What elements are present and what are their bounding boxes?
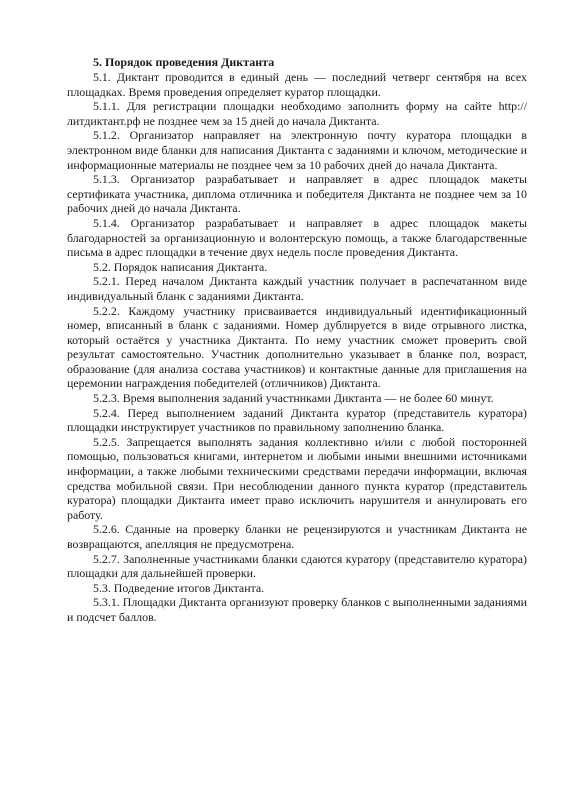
section-heading: 5. Порядок проведения Диктанта xyxy=(93,55,275,69)
paragraph-5-2-7: 5.2.7. Заполненные участниками бланки сдаются куратору (представителю куратора) площадки для дальнейшей проверки. xyxy=(67,551,527,581)
paragraph-5-3-1: 5.3.1. Площадки Диктанта организуют проверку бланков с выполненными заданиями и подсчет баллов. xyxy=(67,595,527,624)
paragraph-5-3: 5.3. Подведение итогов Диктанта. xyxy=(93,580,265,595)
paragraph-5-2: 5.2. Порядок написания Диктанта. xyxy=(93,259,268,274)
paragraph-5-2-6: 5.2.6. Сданные на проверку бланки не рецензируются и участникам Диктанта не возвращаются, апелляция не предусмотрена. xyxy=(67,522,527,551)
paragraph-5-1-1: 5.1.1. Для регистрации площадки необходимо заполнить форму на сайте http://литдиктант.рф не позднее чем за 15 дней до начала Диктанта. xyxy=(67,99,527,128)
paragraph-5-2-5: 5.2.5. Запрещается выполнять задания коллективно и/или с любой посторонней помощью, пользоваться книгами, интернетом и любыми иными внешними источниками информации, а также любыми техническими средствами передачи информации, включая средства мобильной связи. При несоблюдении данного пункта куратор (представитель куратора) площадки Диктанта имеет право исключить нарушителя и аннулировать его работу. xyxy=(67,434,527,522)
paragraph-5-2-2: 5.2.2. Каждому участнику присваивается индивидуальный идентификационный номер, вписанный в бланк с заданиями. Номер дублируется в виде отрывного листка, который остаётся у участника Диктанта. По нему участник сможет проверить свой результат самостоятельно. Участник дополнительно указывает в бланке пол, возраст, образование (для анализа состава участников) и контактные данные для приглашения на церемонии награждения победителей (отличников) Диктанта. xyxy=(67,303,527,391)
document-page xyxy=(67,55,527,625)
paragraph-5-1: 5.1. Диктант проводится в единый день — последний четверг сентября на всех площадках. Время проведения определяет куратор площадки. xyxy=(67,70,527,99)
paragraph-5-2-1: 5.2.1. Перед началом Диктанта каждый участник получает в распечатанном виде индивидуальный бланк с заданиями Диктанта. xyxy=(67,274,527,303)
paragraph-5-2-4: 5.2.4. Перед выполнением заданий Диктанта куратор (представитель куратора) площадки инструктирует участников по правильному заполнению бланка. xyxy=(67,405,527,435)
paragraph-5-1-3: 5.1.3. Организатор разрабатывает и направляет в адрес площадок макеты сертификата участника, диплома отличника и победителя Диктанта не позднее чем за 10 рабочих дней до начала Диктанта. xyxy=(67,172,527,216)
paragraph-5-1-4: 5.1.4. Организатор разрабатывает и направляет в адрес площадок макеты благодарностей за организационную и волонтерскую помощь, а также благодарственные письма в адрес площадки в течение двух недель после проведения Диктанта. xyxy=(67,215,527,260)
paragraph-5-2-3: 5.2.3. Время выполнения заданий участниками Диктанта — не более 60 минут. xyxy=(93,391,494,406)
paragraph-5-1-2: 5.1.2. Организатор направляет на электронную почту куратора площадки в электронном виде бланки для написания Диктанта с заданиями и ключом, методические и информационные материалы не позднее чем за 10 рабочих дней до начала Диктанта. xyxy=(67,128,527,172)
